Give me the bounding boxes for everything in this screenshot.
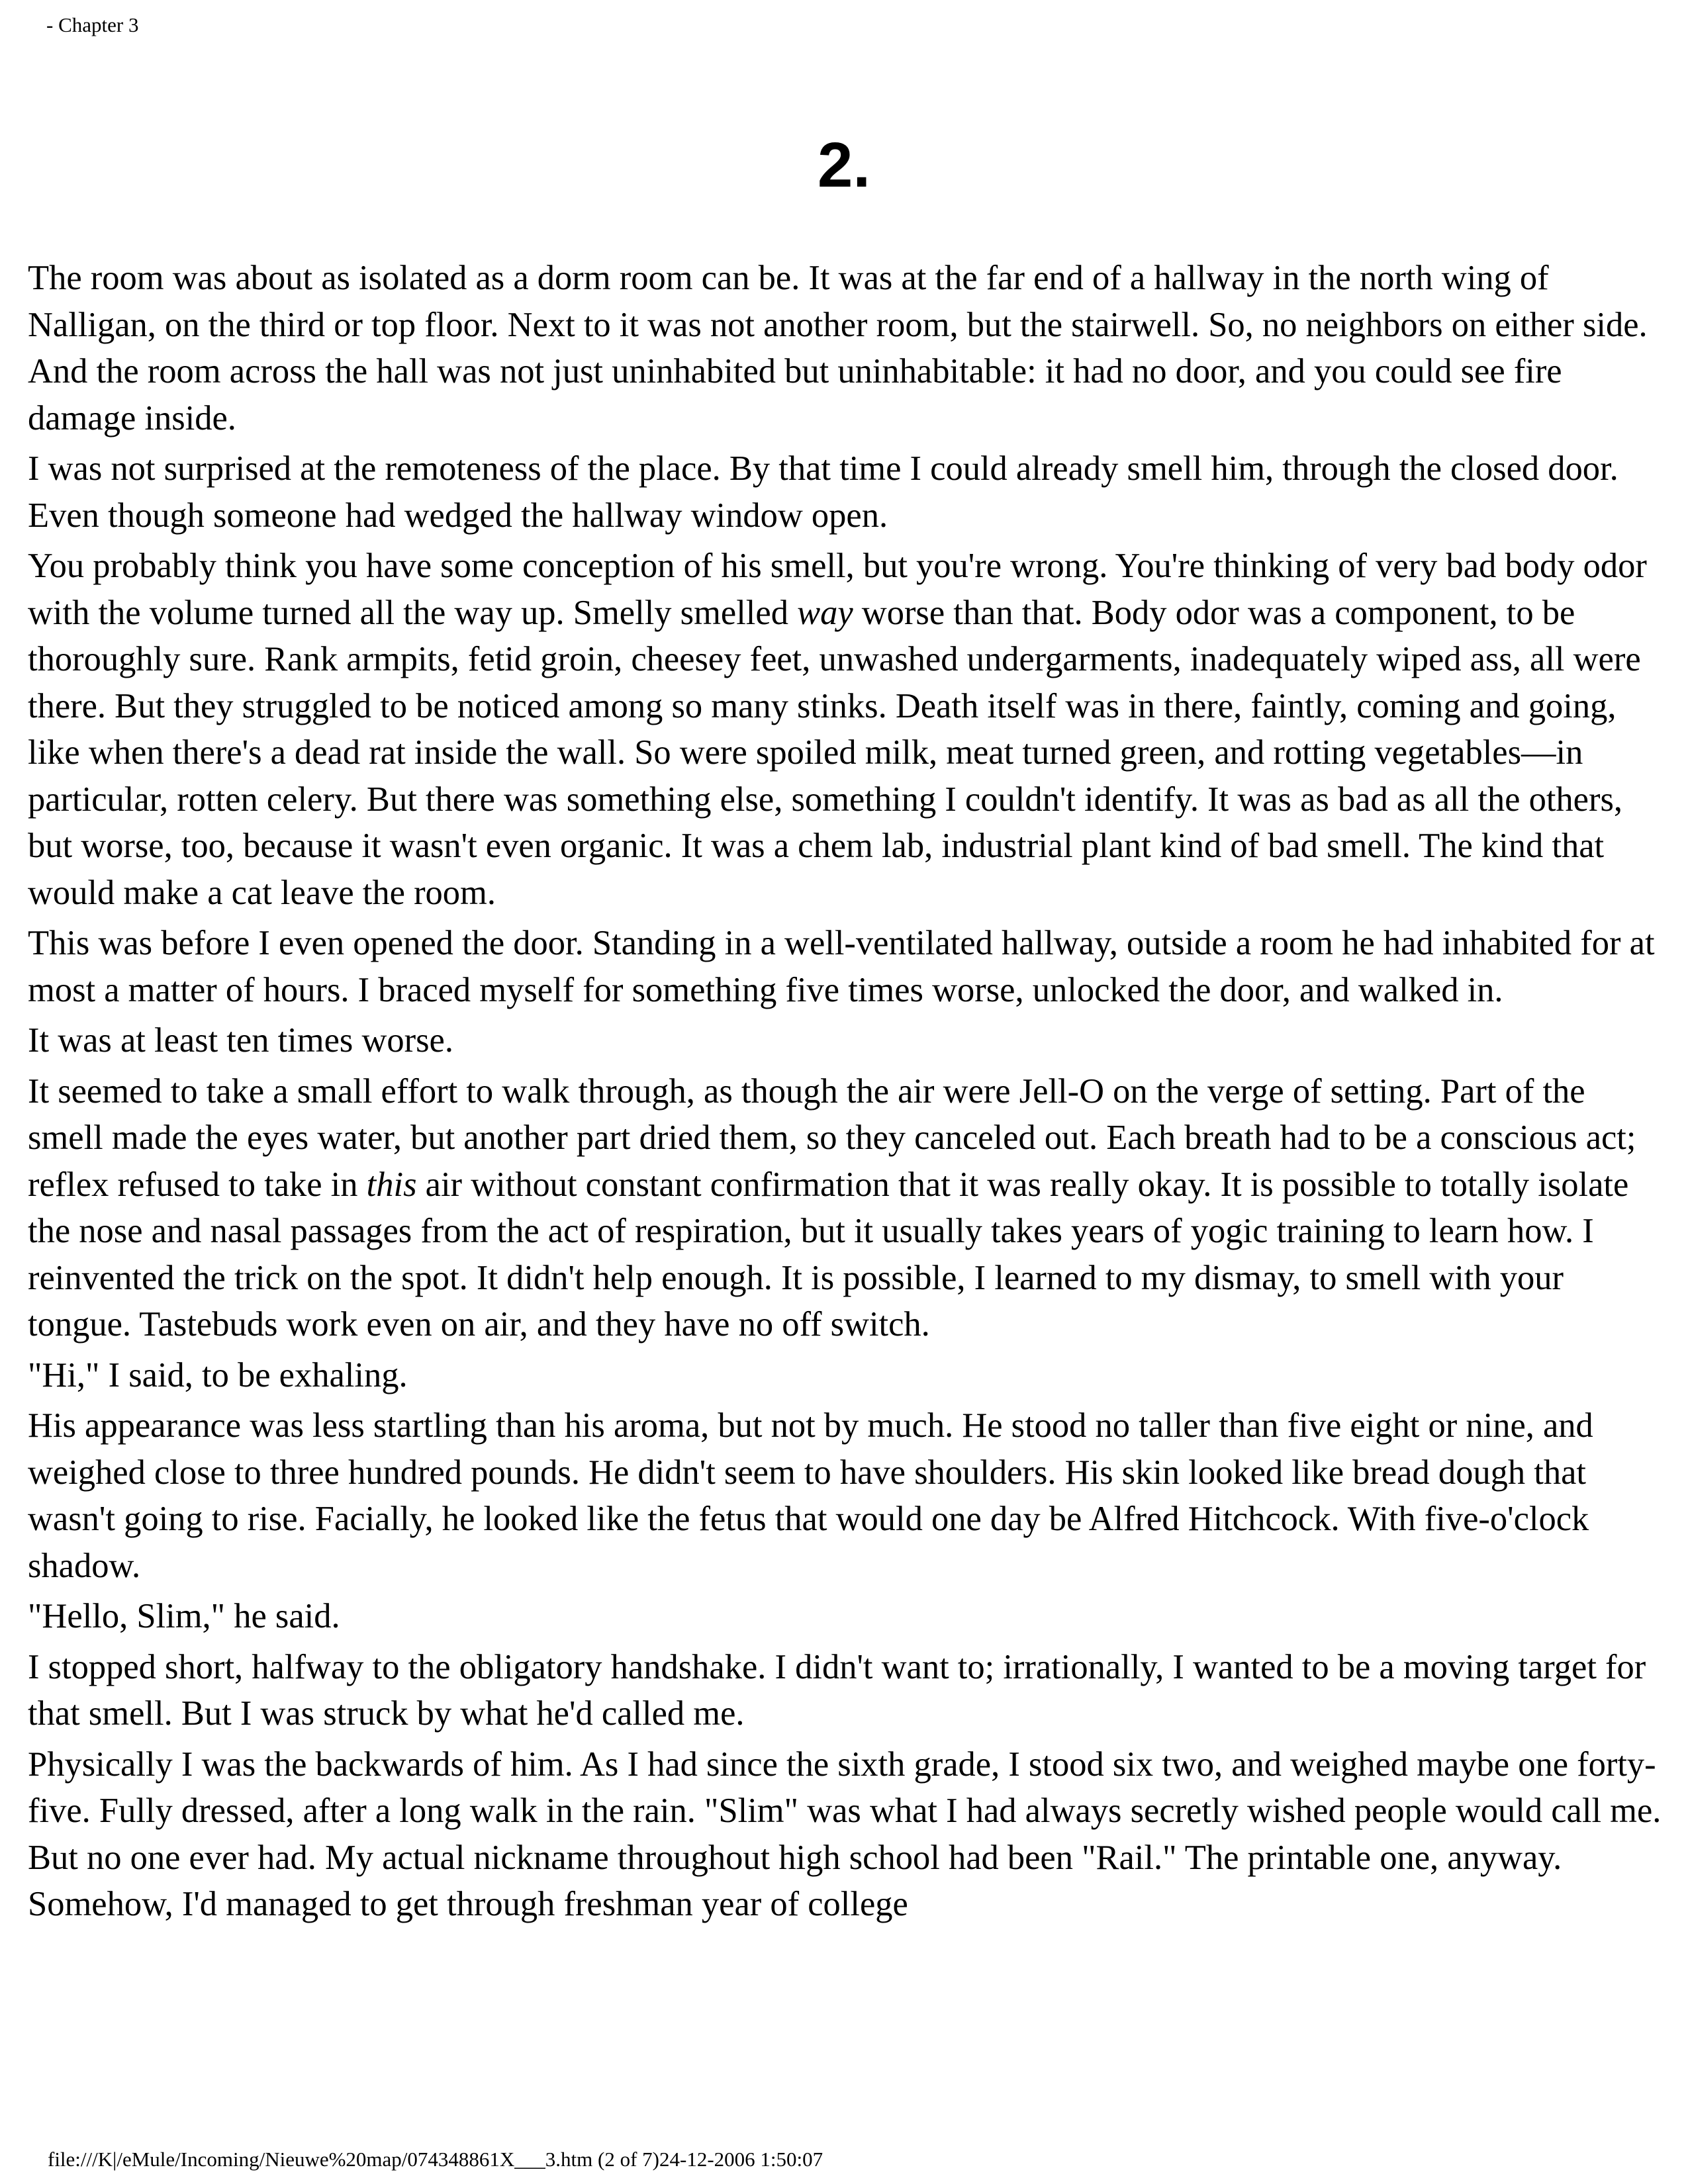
paragraph-text: It seemed to take a small effort to walk through, as though the air were Jell-O on the verge of setting. Part of the smell made the eyes water, but another part dried them, so they canceled out. Each breath had to be a conscious act; reflex refused to take in xyxy=(28,1071,1636,1204)
paragraph xyxy=(28,1644,1668,1737)
paragraph-text: It was at least ten times worse. xyxy=(28,1021,453,1060)
paragraph xyxy=(28,543,1668,916)
paragraph-text: worse than that. Body odor was a component, to be thoroughly sure. Rank armpits, fetid groin, cheesey feet, unwashed undergarments, inadequately wiped ass, all were there. But they struggled to be noticed among so many stinks. Death itself was in there, faintly, coming and going, like when there's a dead rat inside the wall. So were spoiled milk, meat turned green, and rotting vegetables—in particular, rotten celery. But there was something else, something I couldn't identify. It was as bad as all the others, but worse, too, because it wasn't even organic. It was a chem lab, industrial plant kind of bad smell. The kind that would make a cat leave the room. xyxy=(28,593,1641,912)
paragraph xyxy=(28,1741,1668,1928)
paragraph-text: The room was about as isolated as a dorm room can be. It was at the far end of a hallway in the north wing of Nalligan, on the third or top floor. Next to it was not another room, but the stairwell. So, no neighbors on either side. And the room across the hall was not just uninhabited but uninhabitable: it had no door, and you could see fire damage inside. xyxy=(28,259,1648,437)
page-header: - Chapter 3 xyxy=(46,13,139,36)
paragraph-text: air without constant confirmation that it was really okay. It is possible to totally isolate the nose and nasal passages from the act of respiration, but it usually takes years of yogic training to learn how. I reinvented the trick on the spot. It didn't help enough. It is possible, I learned to my dismay, to smell with your tongue. Tastebuds work even on air, and they have no off switch. xyxy=(28,1165,1629,1343)
paragraph-text: This was before I even opened the door. Standing in a well-ventilated hallway, outside a room he had inhabited for at most a matter of hours. I braced myself for something five times worse, unlocked the door, and walked in. xyxy=(28,924,1655,1009)
paragraph xyxy=(28,1402,1668,1589)
paragraph-text: Physically I was the backwards of him. As I had since the sixth grade, I stood six two, and weighed maybe one forty-five. Fully dressed, after a long walk in the rain. "Slim" was what I had always secretly wished people would call me. But no one ever had. My actual nickname throughout high school had been "Rail." The printable one, anyway. Somehow, I'd managed to get through freshman year of college xyxy=(28,1745,1662,1923)
paragraph xyxy=(28,1017,1668,1064)
paragraph xyxy=(28,255,1668,441)
paragraph-text: His appearance was less startling than his aroma, but not by much. He stood no taller than five eight or nine, and weighed close to three hundred pounds. He didn't seem to have shoulders. His skin looked like bread dough that wasn't going to rise. Facially, he looked like the fetus that would one day be Alfred Hitchcock. With five-o'clock shadow. xyxy=(28,1406,1593,1585)
paragraph xyxy=(28,1593,1668,1640)
body-text xyxy=(28,255,1668,1932)
paragraph-text: I was not surprised at the remoteness of the place. By that time I could already smell him, through the closed door. Even though someone had wedged the hallway window open. xyxy=(28,449,1618,535)
italic-text: way xyxy=(797,593,853,632)
chapter-title: 2. xyxy=(817,130,871,201)
paragraph-text: "Hi," I said, to be exhaling. xyxy=(28,1355,408,1394)
paragraph xyxy=(28,1352,1668,1399)
paragraph-text: "Hello, Slim," he said. xyxy=(28,1597,340,1635)
paragraph-text: I stopped short, halfway to the obligatory handshake. I didn't want to; irrationally, I wanted to be a moving target for that smell. But I was struck by what he'd called me. xyxy=(28,1647,1646,1733)
paragraph xyxy=(28,445,1668,539)
italic-text: this xyxy=(366,1165,417,1204)
paragraph xyxy=(28,1068,1668,1348)
paragraph-text: You probably think you have some conception of his smell, but you're wrong. You're thinking of very bad body odor with the volume turned all the way up. Smelly smelled xyxy=(28,547,1647,632)
page-footer-url: file:///K|/eMule/Incoming/Nieuwe%20map/074348861X___3.htm (2 of 7)24-12-2006 1:50:07 xyxy=(48,2148,823,2171)
paragraph xyxy=(28,920,1668,1013)
